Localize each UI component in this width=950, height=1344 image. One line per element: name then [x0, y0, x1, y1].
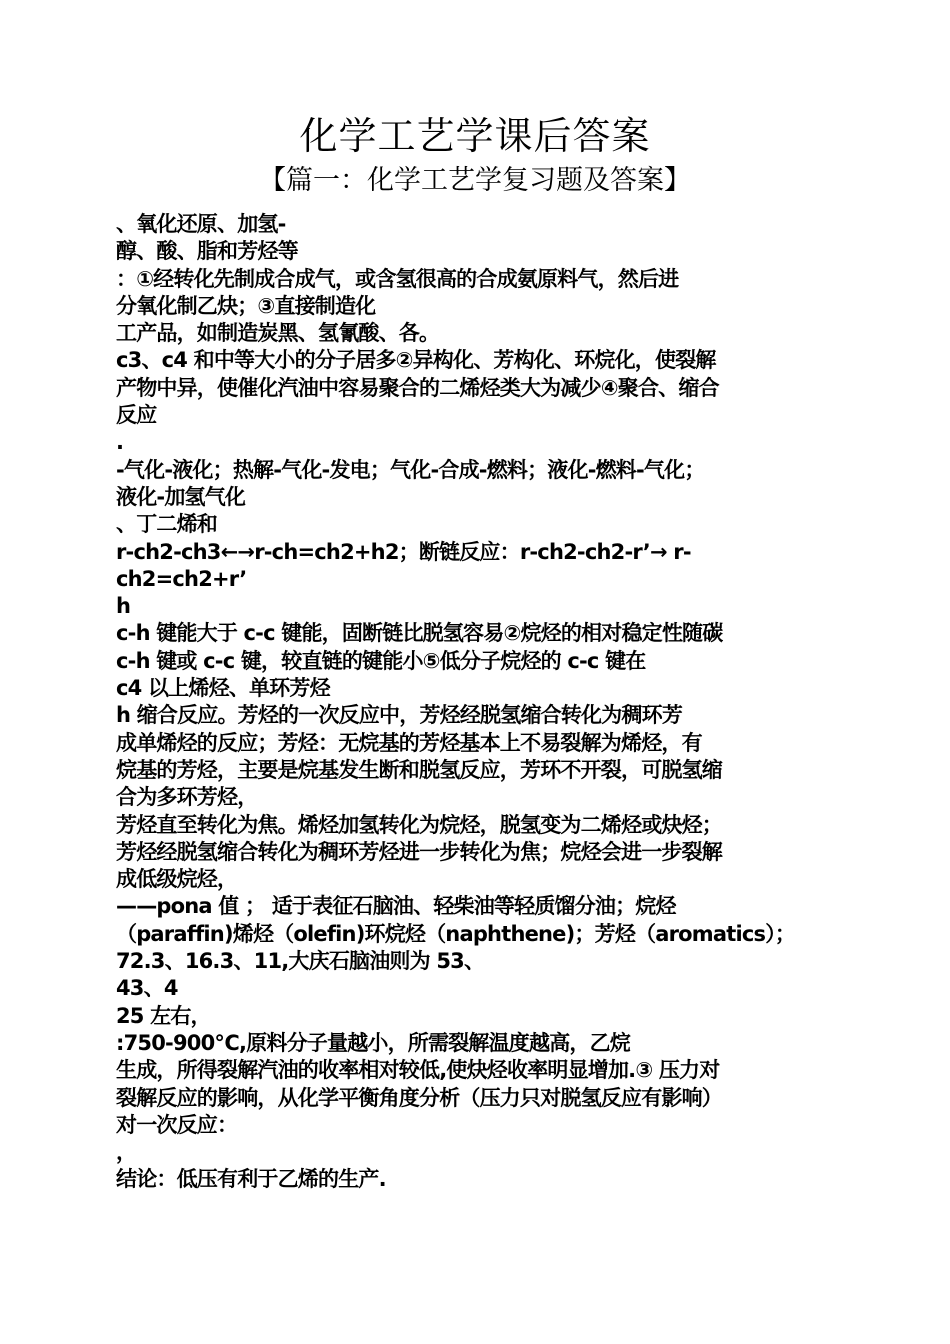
body-line: 合为多环芳烃， — [116, 785, 258, 810]
body-line: -气化-液化；热解-气化-发电；气化-合成-燃料；液化-燃料-气化； — [116, 457, 705, 482]
body-line: . — [116, 430, 124, 455]
body-line: 、氧化还原、加氢- — [116, 212, 286, 236]
body-line: 醇、酸、脂和芳烃等 — [116, 239, 298, 264]
body-line: ch2=ch2+r’ — [116, 566, 247, 591]
body-line: 成低级烷烃， — [116, 867, 238, 892]
body-line: 裂解反应的影响，从化学平衡角度分析（压力只对脱氢反应有影响） — [116, 1085, 722, 1110]
body-line: 成单烯烃的反应；芳烃：无烷基的芳烃基本上不易裂解为烯烃，有 — [116, 730, 702, 755]
body-line: :750-900℃,原料分子量越小，所需裂解温度越高，乙烷 — [116, 1030, 630, 1055]
body-line: 产物中异，使催化汽油中容易聚合的二烯烃类大为减少④聚合、缩合 — [116, 375, 719, 400]
document-body — [116, 211, 846, 1194]
body-line: 结论：低压有利于乙烯的生产. — [116, 1167, 386, 1192]
body-line: 25 左右， — [116, 1003, 211, 1028]
body-line: ， — [116, 1140, 137, 1165]
document-title: 化学工艺学课后答案 — [299, 114, 651, 158]
body-line: 芳烃直至转化为焦。烯烃加氢转化为烷烃，脱氢变为二烯烃或炔烃； — [116, 812, 722, 837]
body-line: c4 以上烯烃、单环芳烃 — [116, 676, 330, 701]
body-line: 生成，所得裂解汽油的收率相对较低,使炔烃收率明显增加.③ 压力对 — [116, 1058, 720, 1083]
body-line: c-h 键能大于 c-c 键能，固断链比脱氢容易②烷烃的相对稳定性随碳 — [116, 621, 723, 646]
body-line: 烷基的芳烃，主要是烷基发生断和脱氢反应，芳环不开裂，可脱氢缩 — [116, 757, 722, 782]
body-line: 对一次反应： — [116, 1112, 238, 1137]
body-line: c3、c4 和中等大小的分子居多②异构化、芳构化、环烷化，使裂解 — [116, 348, 716, 373]
body-line: 工产品，如制造炭黑、氢氰酸、各。 — [116, 321, 440, 346]
body-line: 芳烃经脱氢缩合转化为稠环芳烃进一步转化为焦；烷烃会进一步裂解 — [116, 839, 722, 864]
body-line: 分氧化制乙炔；③直接制造化 — [116, 293, 376, 318]
body-line: 、丁二烯和 — [116, 512, 217, 537]
body-line: c-h 键或 c-c 键，较直链的键能小⑤低分子烷烃的 c-c 键在 — [116, 648, 646, 673]
body-line: （paraffin)烯烃（olefin)环烷烃（naphthene)；芳烃（aromatics）； — [116, 921, 796, 946]
body-line: r-ch2-ch3←→r-ch=ch2+h2；断链反应：r-ch2-ch2-r’→ r- — [116, 539, 691, 564]
body-line: ——pona 值 ； 适于表征石脑油、轻柴油等轻质馏分油；烷烃 — [116, 894, 676, 919]
body-line: ：①经转化先制成合成气，或含氢很高的合成氨原料气，然后进 — [116, 266, 679, 291]
body-line: h — [116, 594, 131, 619]
body-line: 72.3、16.3、11,大庆石脑油则为 53、 — [116, 949, 485, 974]
document-subtitle: 【篇一：化学工艺学复习题及答案】 — [259, 165, 691, 196]
body-line: 液化-加氢气化 — [116, 484, 246, 509]
body-line: 43、4 — [116, 976, 178, 1001]
body-line: 反应 — [116, 403, 157, 428]
body-line: h 缩合反应。芳烃的一次反应中，芳烃经脱氢缩合转化为稠环芳 — [116, 703, 683, 728]
